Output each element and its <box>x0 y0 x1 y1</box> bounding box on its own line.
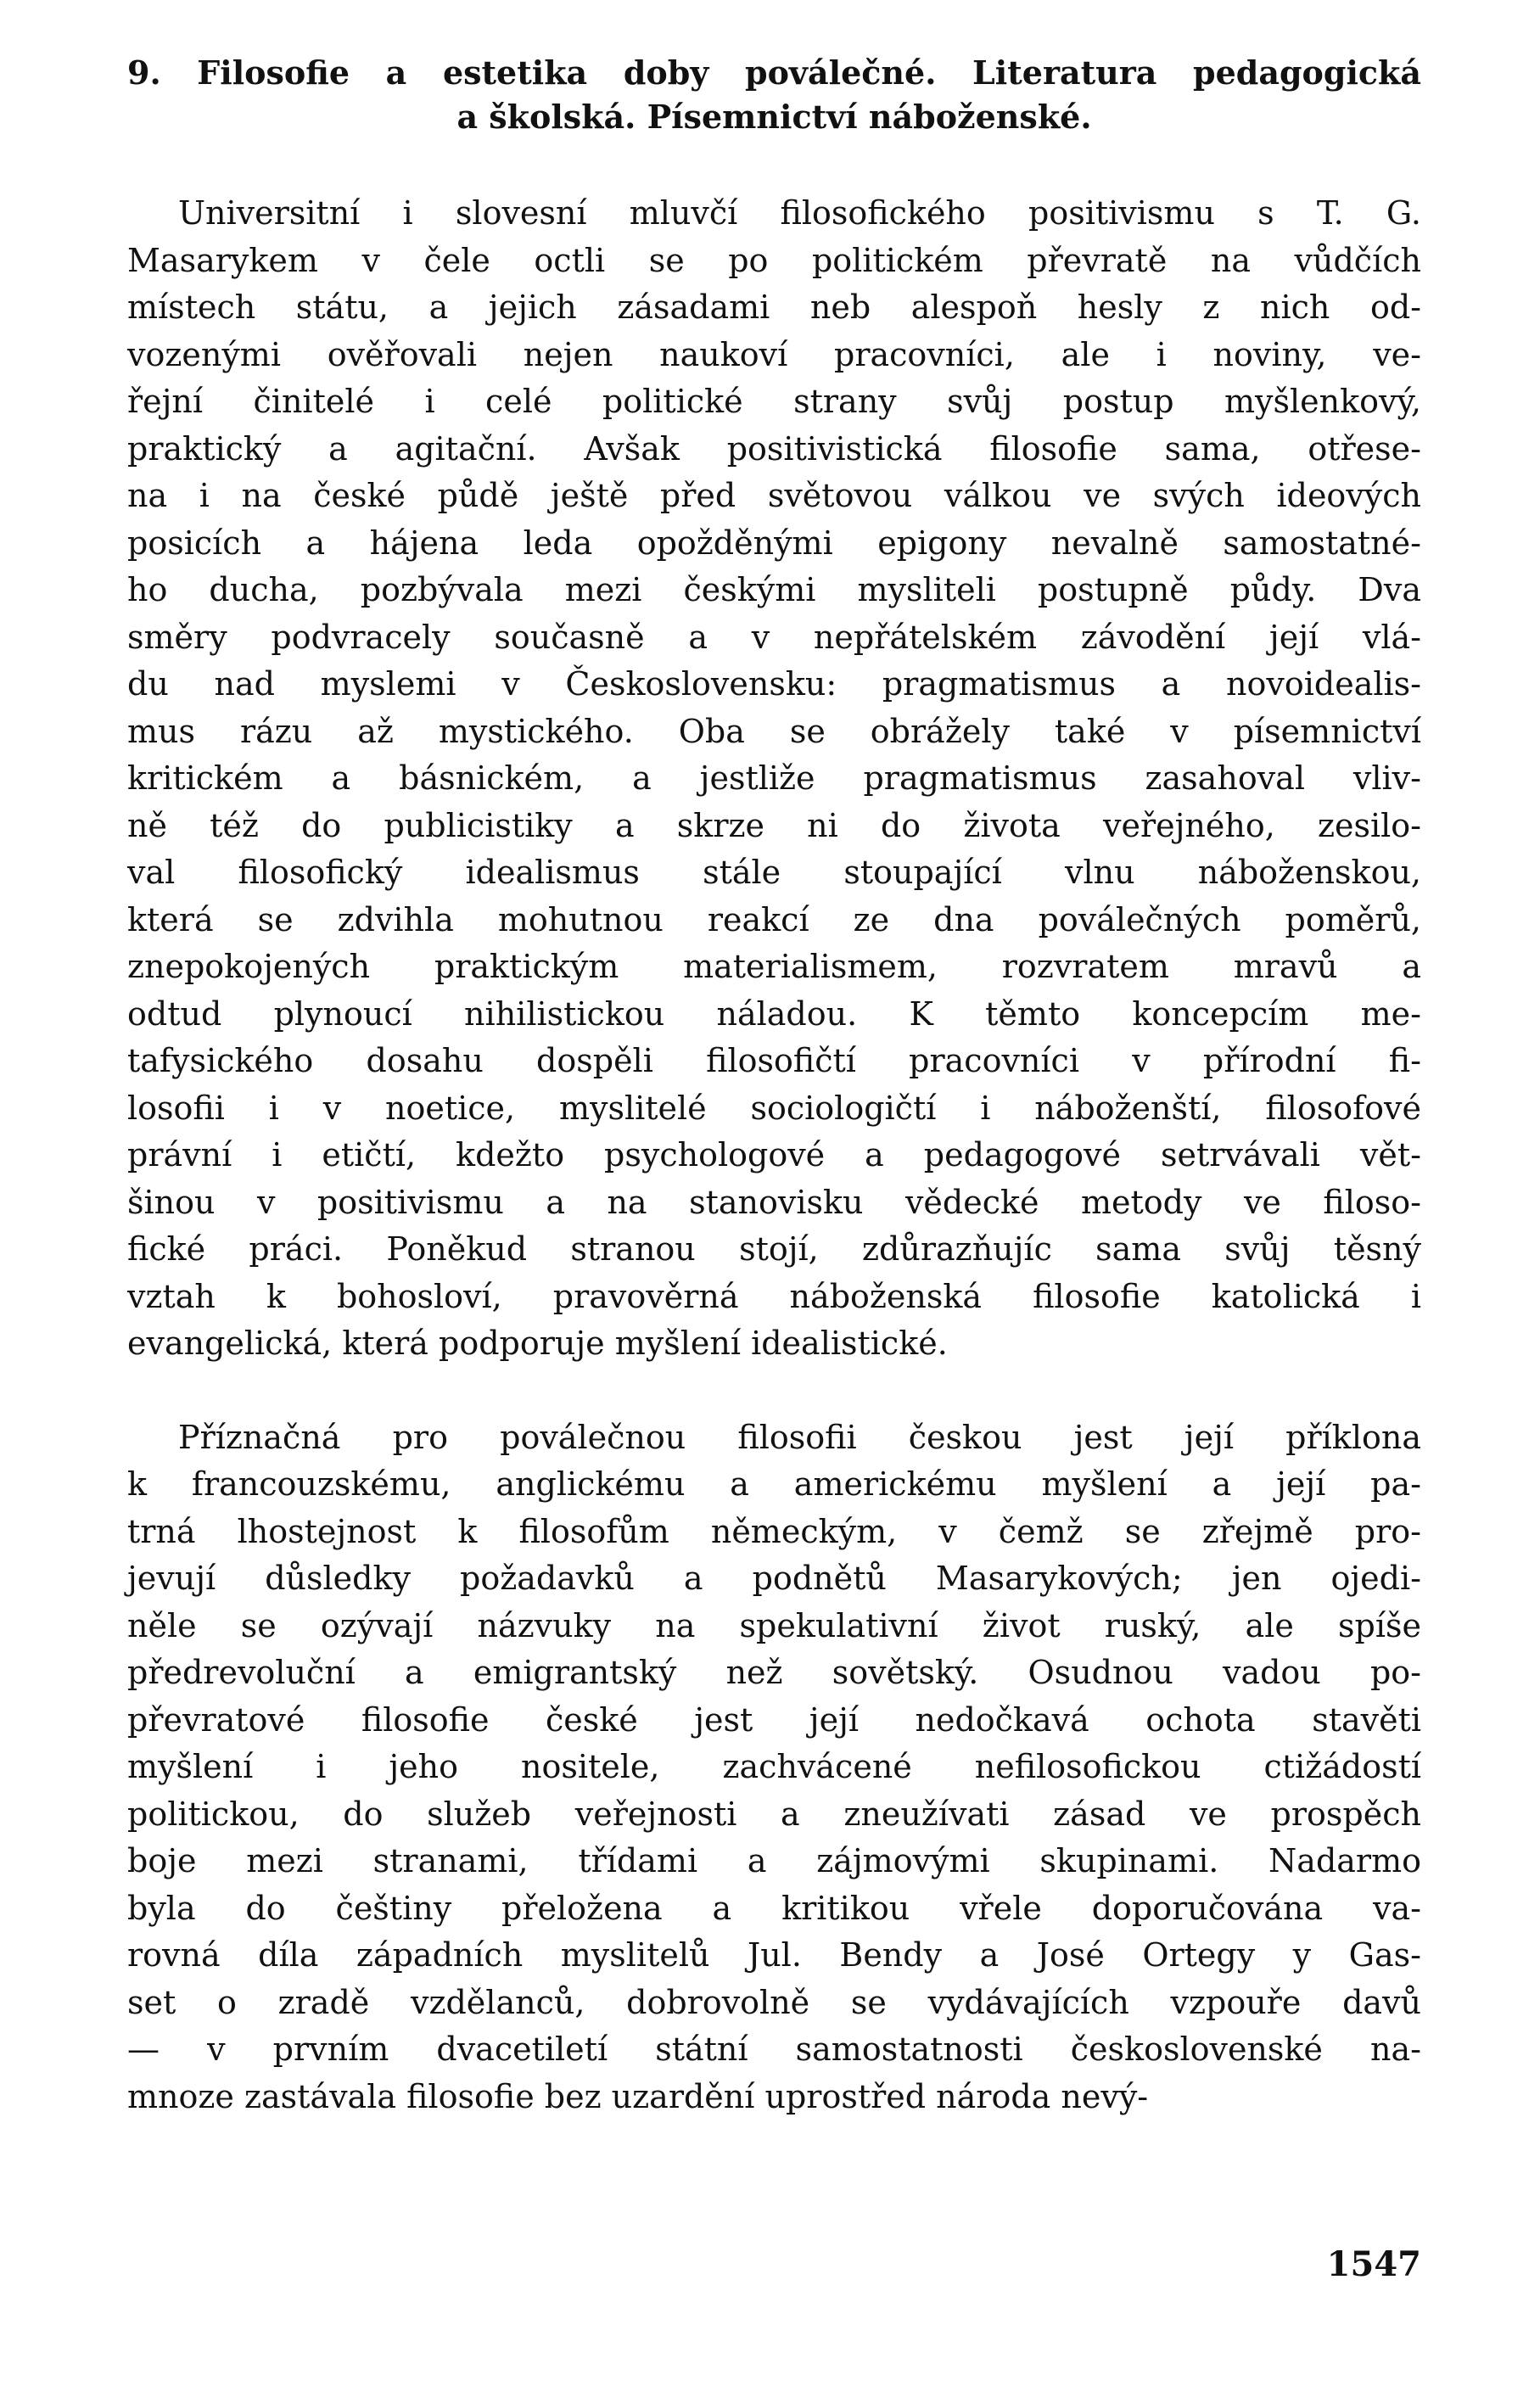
text-line: šinou v positivismu a na stanovisku vědecké metody ve filoso- <box>127 1183 1421 1221</box>
text-line: fické práci. Poněkud stranou stojí, zdůrazňujíc sama svůj těsný <box>127 1230 1421 1268</box>
text-line: — v prvním dvacetiletí státní samostatnosti československé na- <box>127 2031 1421 2068</box>
text-line: Universitní i slovesní mluvčí filosofického positivismu s T. G. <box>178 194 1421 232</box>
text-line: evangelická, která podporuje myšlení idealistické. <box>127 1325 948 1362</box>
page-number: 1547 <box>1326 2244 1421 2284</box>
paragraph-2 <box>127 1414 1421 2121</box>
text-line: řejní činitelé i celé politické strany svůj postup myšlenkový, <box>127 383 1421 420</box>
text-line: posicích a hájena leda opožděnými epigony nevalně samostatné- <box>127 524 1421 562</box>
text-line: losofii i v noetice, myslitelé sociologičtí i náboženští, filosofové <box>127 1089 1421 1127</box>
text-line: právní i etičtí, kdežto psychologové a pedagogové setrvávali vět- <box>127 1136 1421 1173</box>
text-line: směry podvracely současně a v nepřátelském závodění její vlá- <box>127 618 1421 656</box>
paragraph-gap <box>127 1368 1421 1414</box>
text-line: na i na české půdě ještě před světovou válkou ve svých ideových <box>127 477 1421 514</box>
text-line: myšlení i jeho nositele, zachvácené nefilosofickou ctižádostí <box>127 1748 1421 1785</box>
text-line: vztah k bohosloví, pravověrná náboženská filosofie katolická i <box>127 1277 1421 1315</box>
paragraph-1 <box>127 190 1421 1368</box>
text-line: převratové filosofie české jest její nedočkavá ochota stavěti <box>127 1700 1421 1739</box>
page <box>127 51 1421 2120</box>
text-line: kritickém a básnickém, a jestliže pragmatismus zasahoval vliv- <box>127 759 1421 797</box>
text-line: která se zdvihla mohutnou reakcí ze dna poválečných poměrů, <box>127 900 1421 938</box>
section-heading-line-2: a školská. Písemnictví náboženské. <box>456 98 1092 136</box>
text-line: k francouzskému, anglickému a americkému myšlení a její pa- <box>127 1465 1421 1503</box>
text-line: znepokojených praktickým materialismem, rozvratem mravů a <box>127 948 1421 985</box>
text-line: odtud plynoucí nihilistickou náladou. K těmto koncepcím me- <box>127 994 1421 1033</box>
text-line: set o zradě vzdělanců, dobrovolně se vydávajících vzpouře davů <box>127 1983 1421 2021</box>
text-line: místech státu, a jejich zásadami neb alespoň hesly z nich od- <box>127 288 1421 326</box>
text-line: byla do češtiny přeložena a kritikou vřele doporučována va- <box>127 1889 1421 1927</box>
text-line: vozenými ověřovali nejen naukoví pracovníci, ale i noviny, ve- <box>127 335 1421 373</box>
text-line: trná lhostejnost k filosofům německým, v čemž se zřejmě pro- <box>127 1512 1421 1550</box>
text-line: Masarykem v čele octli se po politickém převratě na vůdčích <box>127 241 1421 279</box>
text-line: rovná díla západních myslitelů Jul. Bendy a José Ortegy y Gas- <box>127 1936 1421 1974</box>
text-line: Příznačná pro poválečnou filosofii českou jest její příklona <box>178 1418 1421 1456</box>
text-line: val filosofický idealismus stále stoupající vlnu náboženskou, <box>127 854 1421 891</box>
text-line: mnoze zastávala filosofie bez uzardění uprostřed národa nevý- <box>127 2077 1149 2115</box>
text-line: ho ducha, pozbývala mezi českými mysliteli postupně půdy. Dva <box>127 571 1421 608</box>
section-heading <box>127 51 1421 139</box>
text-line: něle se ozývají názvuky na spekulativní život ruský, ale spíše <box>127 1606 1421 1644</box>
text-line: praktický a agitační. Avšak positivistická filosofie sama, otřese- <box>127 429 1421 468</box>
text-line: du nad myslemi v Československu: pragmatismus a novoidealis- <box>127 665 1421 703</box>
text-line: politickou, do služeb veřejnosti a zneužívati zásad ve prospěch <box>127 1795 1421 1833</box>
text-line: jevují důsledky požadavků a podnětů Masarykových; jen ojedi- <box>127 1560 1421 1597</box>
section-heading-line-1: 9. Filosofie a estetika doby poválečné. Literatura pedagogická <box>127 53 1421 92</box>
text-line: předrevoluční a emigrantský než sovětský. Osudnou vadou po- <box>127 1654 1421 1691</box>
text-line: tafysického dosahu dospěli filosofičtí pracovníci v přírodní fi- <box>127 1042 1421 1079</box>
text-line: mus rázu až mystického. Oba se obrážely také v písemnictví <box>127 712 1421 750</box>
text-line: ně též do publicistiky a skrze ni do života veřejného, zesilo- <box>127 806 1421 844</box>
text-line: boje mezi stranami, třídami a zájmovými skupinami. Nadarmo <box>127 1842 1421 1879</box>
